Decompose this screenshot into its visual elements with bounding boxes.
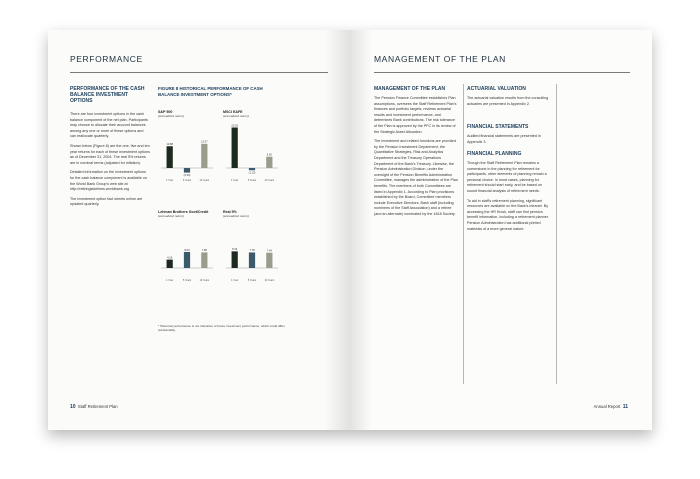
chart-msci-eafe — [223, 110, 281, 190]
left-gutter-shade — [324, 30, 350, 430]
right-page-number: 11 — [622, 404, 628, 410]
management-paragraph-2: The investment and related functions are provided by the Pension Investment Department, the Quantitative Strategies, Risk and Analytics Department and the Treasury Operations Department of the Bank's Treasury. Likewise, the Pension Administration Division, under the oversight of the Pension Benefits Administration Committee, manages the administration of the Plan benefits. The members of both Committees are listed in Appendix 1. According to Plan provisions established by the Board, Committee members include Executive Directors, Bank staff (including nominees of the Staff Association) and a retiree (and an alternate) nominated by the 1818 Society. — [374, 139, 458, 216]
left-folio-label: Staff Retirement Plan — [77, 404, 118, 409]
chart-real-5-percent — [223, 210, 281, 290]
management-paragraph-1: The Pension Finance Committee establishes Plan assumptions, oversees the Staff Retirement Plan's finances and portfolio targets, reviews actuarial results and investment performance, and determines Bank contributions. The risk tolerance of the Plan is approved by the PFC in its review of the Strategic Asset Allocation. — [374, 96, 457, 134]
management-heading: MANAGEMENT OF THE PLAN — [374, 86, 446, 92]
chart-bar — [201, 252, 207, 268]
chart-data-label: 7.78 — [249, 249, 255, 253]
performance-paragraph-1: There are four investment options in the cash balance component of the net plan. Participants may choose to allocate their account balances among any one or more of these options and can reallocate quarterly. — [70, 112, 148, 139]
chart-category-label: 1 Year — [231, 279, 239, 282]
management-body-text — [374, 96, 458, 221]
right-folio — [594, 404, 628, 410]
chart-title: Lehman Brothers Govt/Credit — [158, 210, 209, 214]
figure-8-title: FIGURE 8 HISTORICAL PERFORMANCE OF CASH BALANCE INVESTMENT OPTIONS* — [158, 86, 263, 97]
chart-bar — [249, 168, 255, 170]
chart-subtitle: (annualized return) — [158, 214, 184, 219]
chart-title: MSCI EAFE — [223, 110, 243, 114]
chart-data-label: 8.00 — [184, 248, 190, 252]
chart-svg — [158, 220, 216, 288]
chart-svg — [158, 120, 216, 188]
performance-paragraph-2: Shown below (Figure 8) are the one, five and ten year returns for each of these investment options as of December 31, 2004. The real 5% returns are in nominal terms (adjusted for inflation). — [70, 143, 150, 165]
column-divider-2 — [556, 84, 557, 384]
right-page-title: MANAGEMENT OF THE PLAN — [374, 54, 506, 64]
chart-bar — [266, 253, 272, 268]
chart-category-label: 1 Year — [231, 179, 239, 182]
chart-data-label: 7.80 — [201, 249, 207, 253]
financial-statements-heading: FINANCIAL STATEMENTS — [467, 124, 529, 130]
performance-paragraph-4: The investment option fact sheets online are updated quarterly. — [70, 196, 143, 207]
chart-category-label: 10 Years — [199, 179, 210, 182]
chart-data-label: 7.64 — [266, 249, 272, 253]
chart-title: S&P 500 — [158, 110, 173, 114]
chart-title: Real 5% — [223, 210, 237, 214]
chart-svg — [223, 220, 281, 288]
chart-subtitle: (annualized return) — [223, 214, 249, 219]
chart-bar — [167, 260, 173, 268]
chart-bar — [184, 252, 190, 268]
chart-bar — [249, 252, 255, 268]
chart-lehman-govt-credit — [158, 210, 216, 290]
actuarial-valuation-text: The actuarial valuation results from the consulting actuaries are presented in Appendix 2. — [467, 96, 549, 106]
right-page — [350, 30, 652, 430]
chart-sp500 — [158, 110, 216, 190]
left-page-title: PERFORMANCE — [70, 54, 143, 64]
right-folio-label: Annual Report — [593, 404, 621, 409]
chart-bar — [266, 157, 272, 168]
chart-data-label: (1.13) — [248, 171, 256, 175]
chart-bar — [201, 144, 207, 168]
chart-category-label: 10 Years — [264, 179, 275, 182]
chart-category-label: 5 Years — [247, 279, 257, 282]
chart-subtitle: (annualized return) — [158, 114, 184, 119]
chart-data-label: 4.19 — [167, 256, 173, 260]
financial-planning-text — [467, 161, 551, 236]
financial-planning-paragraph-2: To aid in staff's retirement planning, significant resources are available on the Bank's intranet. By accessing the HR Kiosk, staff can find pension benefit information, including a retirement planner. Pension Administration has additional printed materials of a more general nature. — [467, 198, 549, 231]
chart-category-label: 5 Years — [182, 279, 192, 282]
financial-planning-heading: FINANCIAL PLANNING — [467, 151, 522, 157]
actuarial-valuation-heading: ACTUARIAL VALUATION — [467, 86, 526, 92]
figure-footnote: * Historical performance is not indicative of future investment performance, which could differ substantially. — [158, 324, 285, 333]
chart-category-label: 5 Years — [247, 179, 257, 182]
left-page-number: 10 — [70, 404, 76, 410]
column-divider — [463, 84, 464, 384]
chart-data-label: 8.33 — [232, 248, 238, 252]
left-title-rule — [70, 72, 328, 73]
chart-category-label: 1 Year — [166, 279, 174, 282]
chart-bar — [232, 128, 238, 169]
chart-bar — [232, 251, 238, 268]
chart-category-label: 1 Year — [166, 179, 174, 182]
left-folio — [70, 404, 118, 410]
chart-category-label: 5 Years — [182, 179, 192, 182]
chart-data-label: (2.30) — [183, 174, 191, 177]
performance-paragraph-3: Detailed information on the investment options for the cash balance component is available on the World Bank Group's web site at http://retiringsidelines.worldbank.org — [70, 170, 147, 192]
chart-data-label: 12.07 — [201, 140, 208, 144]
chart-data-label: 10.88 — [166, 143, 173, 147]
performance-body-text — [70, 112, 150, 212]
chart-data-label: 20.25 — [231, 124, 238, 128]
chart-category-label: 10 Years — [199, 279, 210, 282]
chart-bar — [167, 146, 173, 168]
chart-category-label: 10 Years — [264, 279, 275, 282]
left-page — [48, 30, 350, 430]
financial-planning-paragraph-1: Though the Staff Retirement Plan remains a cornerstone in the planning for retirement for participants, other elements of planning remain a personal choice. In most cases, planning for retirement should start early, and be based on sound financial analysis of retirement needs. — [467, 161, 547, 193]
right-title-rule — [374, 72, 630, 73]
performance-section-heading: PERFORMANCE OF THE CASH BALANCE INVESTMENT OPTIONS — [70, 86, 145, 105]
chart-bar — [184, 168, 190, 173]
chart-data-label: 5.62 — [266, 153, 272, 157]
financial-statements-text: Audited financial statements are presented in Appendix 3. — [467, 134, 541, 144]
chart-svg — [223, 120, 281, 188]
chart-subtitle: (annualized return) — [223, 114, 249, 119]
right-gutter-shade — [350, 30, 372, 430]
